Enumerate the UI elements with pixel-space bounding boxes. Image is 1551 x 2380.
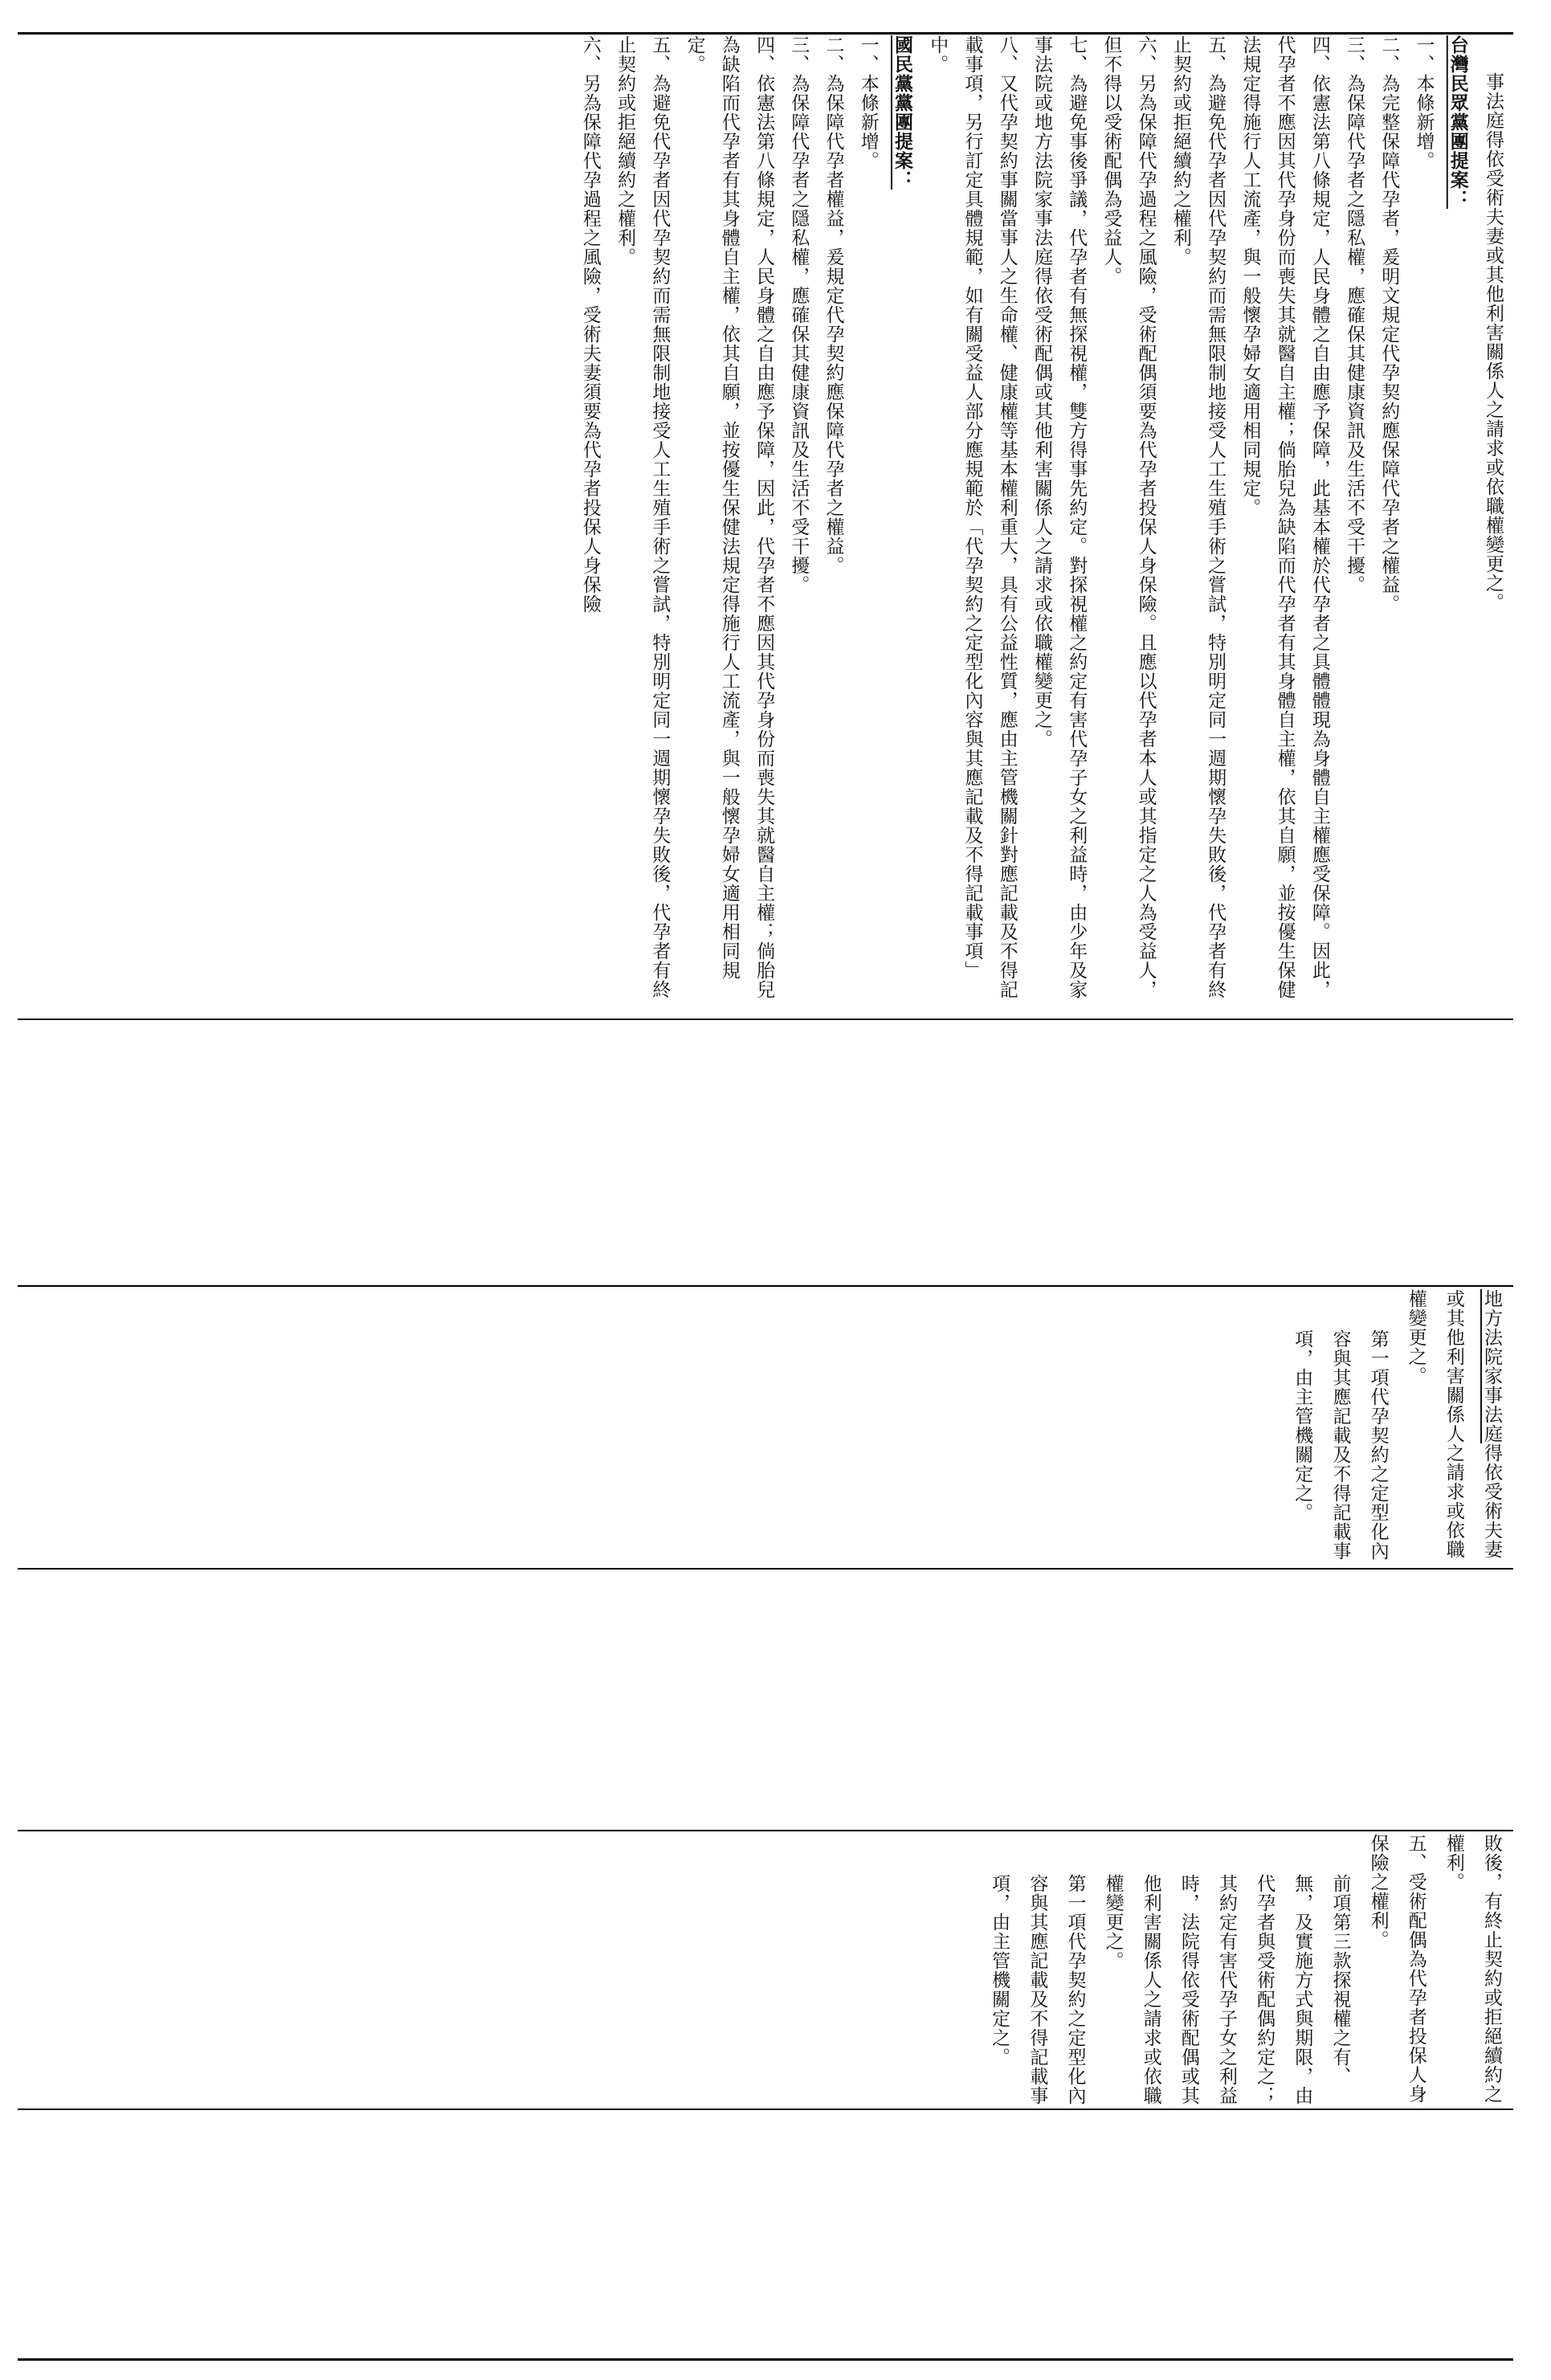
list-item: 三、為保障代孕者之隱私權，應確保其健康資訊及生活不受干擾。 xyxy=(788,35,810,594)
list-item: 四、依憲法第八條規定，人民身體之自由應予保障，此基本權於代孕者之具體體現為身體自主權應受保障。因此，代孕者不應因其代孕身份而喪失其就醫自主權；倘胎兒為缺陷而代孕者有其身體自主權，依其自願，並按優生保健法規定得施行人工流產，與一般懷孕婦女適用相同規定。 xyxy=(1239,35,1330,999)
list-item: 五、受術配偶為代孕者投保人身保險之權利。 xyxy=(1367,1834,1427,2104)
paragraph: 前項第三款探視權之有、無，及實施方式與期限，由代孕者與受術配偶約定之；其約定有害代孕子女之利益時，法院得依受術配偶或其他利害關係人之請求或依職權變更之。 xyxy=(1102,1874,1351,2105)
paragraph: 敗後，有終止契約或拒絕續約之權利。 xyxy=(1443,1834,1502,2104)
table-top-rule xyxy=(18,32,1513,35)
explanation-column xyxy=(24,35,1510,1017)
list-item: 三、為保障代孕者之隱私權，應確保其健康資訊及生活不受干擾。 xyxy=(1344,35,1365,594)
paragraph xyxy=(1397,1289,1510,1566)
row-divider xyxy=(18,1830,1513,1831)
row-divider xyxy=(18,1568,1513,1570)
article-text-lower xyxy=(24,1834,1510,2107)
row-divider xyxy=(18,2109,1513,2110)
list-item: 二、為完整保障代孕者，爰明文規定代孕契約應保障代孕者之權益。 xyxy=(1378,35,1400,614)
list-item: 一、本條新增。 xyxy=(857,35,879,170)
list-item: 六、另為保障代孕過程之風險，受術配偶須要為代孕者投保人身保險。且應以代孕者本人或其指定之人為受益人，但不得以受術配偶為受益人。 xyxy=(1100,35,1157,999)
list-item: 二、為保障代孕者權益，爰規定代孕契約應保障代孕者之權益。 xyxy=(822,35,844,575)
table-bottom-rule xyxy=(18,2358,1513,2361)
paragraph: 第一項代孕契約之定型化內容與其應記載及不得記載事項，由主管機關定之。 xyxy=(1292,1329,1389,1561)
list-item: 一、本條新增。 xyxy=(1413,35,1435,170)
list-item: 八、又代孕契約事關當事人之生命權、健康權等基本權利重大，具有公益性質，應由主管機關針對應記載及不得記載事項，另行訂定具體規範，如有關受益人部分應規範於「代孕契約之定型化內容與其應記載及不得記載事項」中。 xyxy=(927,35,1018,999)
paragraph: 事法庭得依受術夫妻或其他利害關係人之請求或依職權變更之。 xyxy=(1483,72,1504,612)
list-item: 七、為避免事後爭議，代孕者有無探視權，雙方得事先約定。對探視權之約定有害代孕子女之利益時，由少年及家事法院或地方法院家事法庭得依受術配偶或其他利害關係人之請求或依職權變更之。 xyxy=(1031,35,1088,999)
article-text-middle xyxy=(24,1289,1510,1566)
paragraph-text: 得依受術夫妻或其他利害關係人之請求或依職權變更之。 xyxy=(1405,1289,1502,1559)
row-divider xyxy=(18,1019,1513,1020)
row-divider xyxy=(18,1285,1513,1287)
paragraph: 第一項代孕契約之定型化內容與其應記載及不得記載事項，由主管機關定之。 xyxy=(989,1874,1086,2105)
party-heading-kmt: 國民黨黨團提案： xyxy=(892,35,914,190)
list-item: 四、依憲法第八條規定，人民身體之自由應予保障，因此，代孕者不應因其代孕身份而喪失其就醫自主權；倘胎兒為缺陷而代孕者有其身體自主權，依其自願，並按優生保健法規定得施行人工流產，與一般懷孕婦女適用相同規定。 xyxy=(684,35,775,999)
list-item: 五、為避免代孕者因代孕契約而需無限制地接受人工生殖手術之嘗試，特別明定同一週期懷孕失敗後，代孕者有終止契約或拒絕續約之權利。 xyxy=(614,35,671,999)
list-item: 六、另為保障代孕過程之風險，受術夫妻須要為代孕者投保人身保險 xyxy=(579,35,601,614)
list-item: 五、為避免代孕者因代孕契約而需無限制地接受人工生殖手術之嘗試，特別明定同一週期懷孕失敗後，代孕者有終止契約或拒絕續約之權利。 xyxy=(1169,35,1227,999)
underlined-text: 地方法院家事法庭 xyxy=(1481,1289,1502,1443)
party-heading-tpp: 台灣民眾黨團提案： xyxy=(1447,35,1469,209)
